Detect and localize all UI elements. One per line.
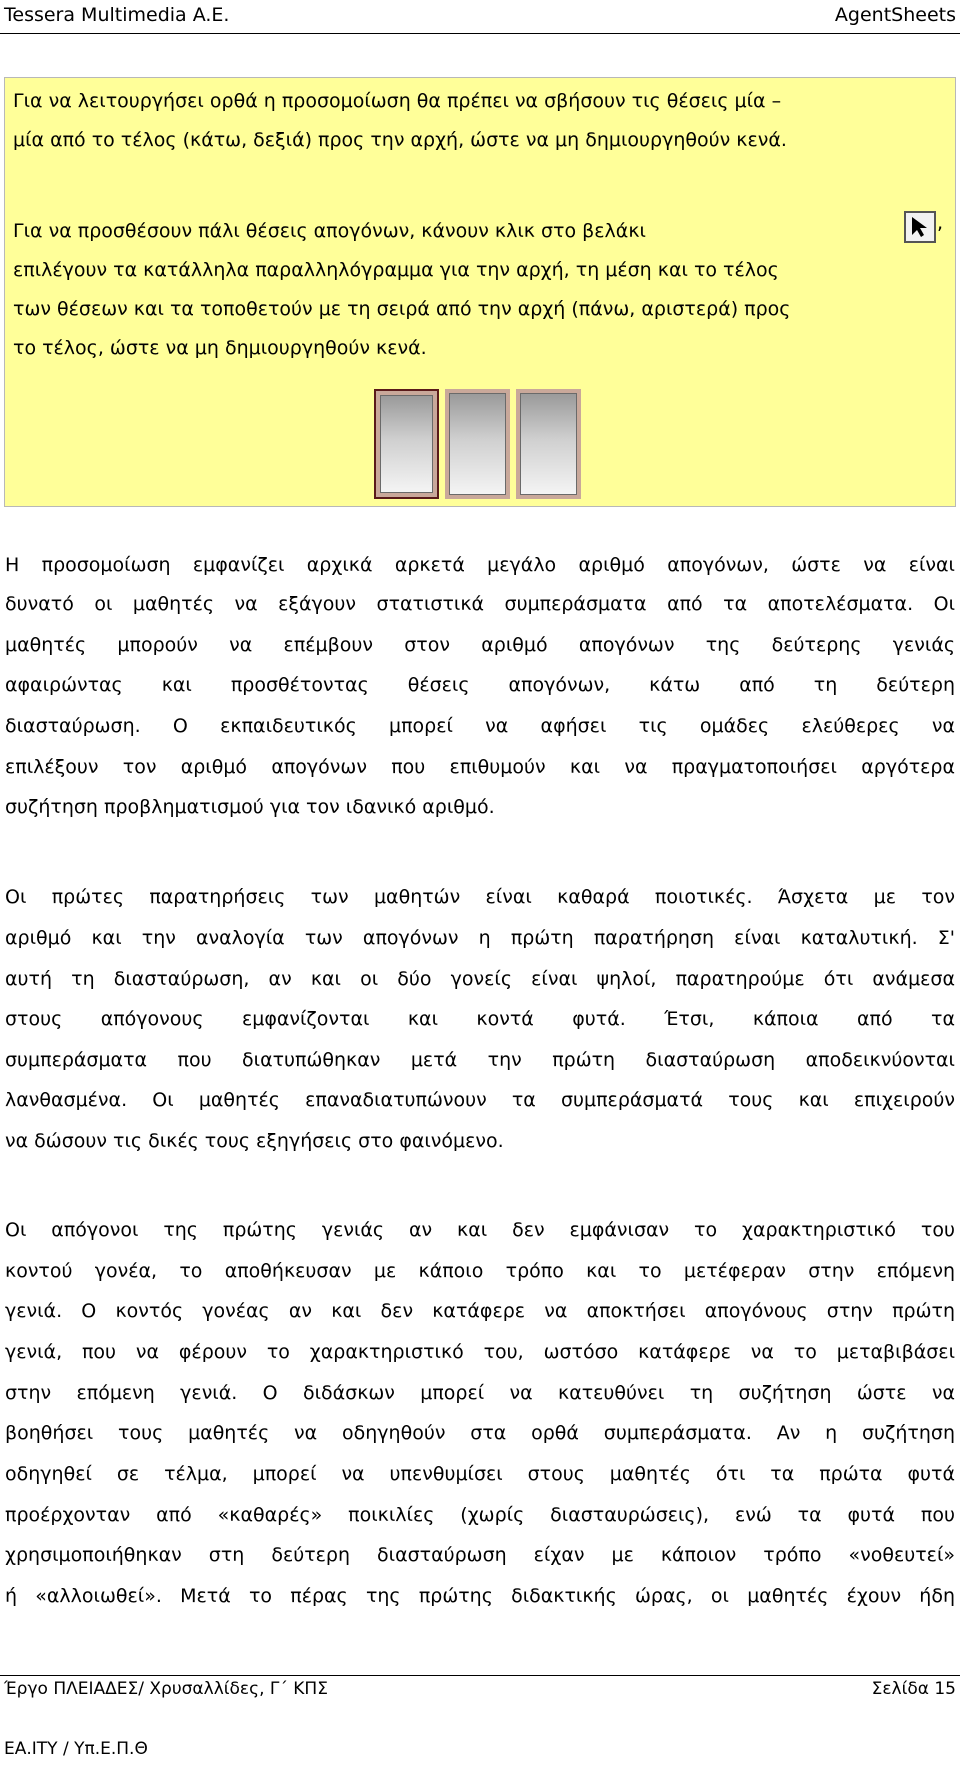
paragraph-line: δυνατό οι μαθητές να εξάγουν στατιστικά συμπεράσματα από τα αποτελέσματα. Οι bbox=[5, 593, 955, 615]
paragraph-line: επιλέξουν τον αριθμό απογόνων που επιθυμούν και να πραγματοποιήσει αργότερα bbox=[5, 756, 955, 778]
paragraph-line: συζήτηση προβληματισμού για τον ιδανικό αριθμό. bbox=[5, 796, 495, 818]
note-line: Για να λειτουργήσει ορθά η προσομοίωση θα πρέπει να σβήσουν τις θέσεις μία – bbox=[13, 90, 782, 112]
footer-project: Έργο ΠΛΕΙΑΔΕΣ/ Χρυσαλλίδες, Γ΄ ΚΠΣ bbox=[4, 1679, 328, 1699]
paragraph-line: προέρχονταν από «καθαρές» ποικιλίες (χωρίς διασταυρώσεις), ενώ τα φυτά που bbox=[5, 1504, 955, 1526]
paragraph-line: διασταύρωση. Ο εκπαιδευτικός μπορεί να αφήσει τις ομάδες ελεύθερες να bbox=[5, 715, 955, 737]
paragraph-line: αυτή τη διασταύρωση, αν και οι δύο γονείς είναι ψηλοί, παρατηρούμε ότι ανάμεσα bbox=[5, 968, 955, 990]
panel-end-icon bbox=[516, 389, 581, 499]
paragraph-line: γενιά. Ο κοντός γονέας αν και δεν κατάφερε να αποκτήσει απογόνους στην πρώτη bbox=[5, 1300, 955, 1322]
note-line: επιλέγουν τα κατάλληλα παραλληλόγραμμα για την αρχή, τη μέση και το τέλος bbox=[13, 259, 779, 281]
panel-middle-icon bbox=[445, 389, 510, 499]
paragraph-line: να δώσουν τις δικές τους εξηγήσεις στο φαινόμενο. bbox=[5, 1130, 504, 1152]
paragraph-line: Οι απόγονοι της πρώτης γενιάς αν και δεν εμφάνισαν το χαρακτηριστικό του bbox=[5, 1219, 955, 1241]
paragraph-line: αριθμό και την αναλογία των απογόνων η πρώτη παρατήρηση είναι καταλυτική. Σ' bbox=[5, 927, 955, 949]
paragraph-line: στους απόγονους εμφανίζονται και κοντά φυτά. Έτσι, κάποια από τα bbox=[5, 1008, 955, 1030]
panel-start-icon bbox=[374, 389, 439, 499]
note-comma: , bbox=[937, 212, 944, 234]
paragraph-line: βοηθήσει τους μαθητές να οδηγηθούν στα ορθά συμπεράσματα. Αν η συζήτηση bbox=[5, 1422, 955, 1444]
paragraph-line: χρησιμοποιήθηκαν στη δεύτερη διασταύρωση είχαν με κάποιον τρόπο «νοθευτεί» bbox=[5, 1544, 955, 1566]
paragraph-line: κοντού γονέα, το αποθήκευσαν με κάποιο τρόπο και το μετέφεραν στην επόμενη bbox=[5, 1260, 955, 1282]
footer-divider bbox=[0, 1675, 960, 1676]
header-divider bbox=[0, 33, 960, 34]
note-line: Για να προσθέσουν πάλι θέσεις απογόνων, κάνουν κλικ στο βελάκι bbox=[13, 220, 646, 242]
note-line: μία από το τέλος (κάτω, δεξιά) προς την αρχή, ώστε να μη δημιουργηθούν κενά. bbox=[13, 129, 787, 151]
header-product: AgentSheets bbox=[834, 4, 956, 26]
paragraph-line: ή «αλλοιωθεί». Μετά το πέρας της πρώτης διδακτικής ώρας, οι μαθητές έχουν ήδη bbox=[5, 1585, 955, 1607]
paragraph-line: στην επόμενη γενιά. Ο διδάσκων μπορεί να κατευθύνει τη συζήτηση ώστε να bbox=[5, 1382, 955, 1404]
footer-organization: ΕΑ.ΙΤΥ / Υπ.Ε.Π.Θ bbox=[4, 1739, 148, 1759]
header-company: Tessera Multimedia A.E. bbox=[4, 4, 230, 26]
cursor-arrow-icon bbox=[904, 211, 936, 243]
paragraph-line: Οι πρώτες παρατηρήσεις των μαθητών είναι καθαρά ποιοτικές. Άσχετα με τον bbox=[5, 886, 955, 908]
paragraph-line: οδηγηθεί σε τέλμα, μπορεί να υπενθυμίσει στους μαθητές ότι τα πρώτα φυτά bbox=[5, 1463, 955, 1485]
paragraph-line: αφαιρώντας και προσθέτοντας θέσεις απογόνων, κάτω από τη δεύτερη bbox=[5, 674, 955, 696]
footer-page-number: Σελίδα 15 bbox=[871, 1679, 956, 1699]
page-header bbox=[0, 0, 960, 30]
paragraph-line: Η προσομοίωση εμφανίζει αρχικά αρκετά μεγάλο αριθμό απογόνων, ώστε να είναι bbox=[5, 554, 955, 576]
note-line: το τέλος, ώστε να μη δημιουργηθούν κενά. bbox=[13, 337, 427, 359]
paragraph-line: μαθητές μπορούν να επέμβουν στον αριθμό απογόνων της δεύτερης γενιάς bbox=[5, 634, 955, 656]
paragraph-line: λανθασμένα. Οι μαθητές επαναδιατυπώνουν τα συμπεράσματά τους και επιχειρούν bbox=[5, 1089, 955, 1111]
paragraph-line: γενιά, που να φέρουν το χαρακτηριστικό του, ωστόσο κατάφερε να το μεταβιβάσει bbox=[5, 1341, 955, 1363]
note-line: των θέσεων και τα τοποθετούν με τη σειρά από την αρχή (πάνω, αριστερά) προς bbox=[13, 298, 791, 320]
paragraph-line: συμπεράσματα που διατυπώθηκαν μετά την πρώτη διασταύρωση αποδεικνύονται bbox=[5, 1049, 955, 1071]
